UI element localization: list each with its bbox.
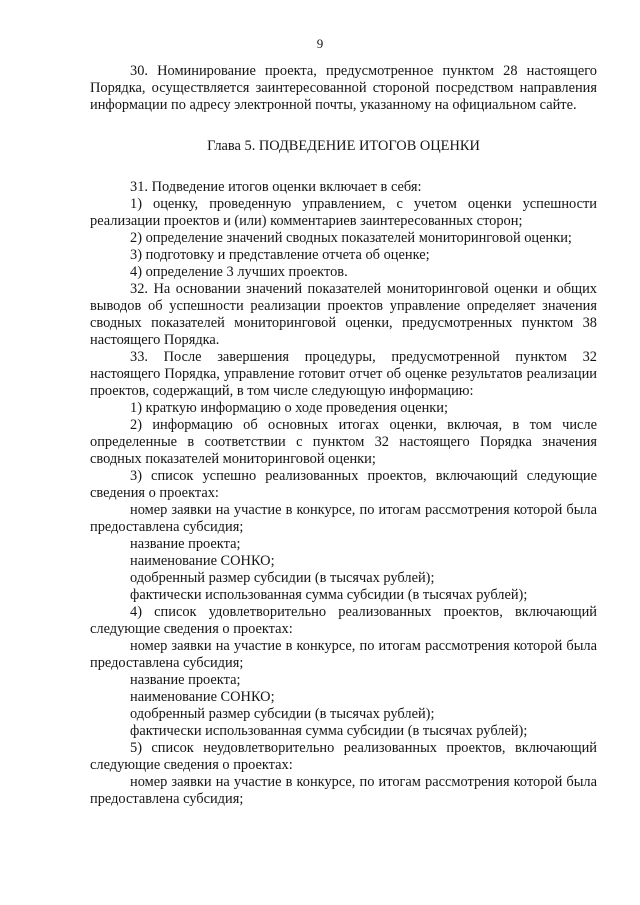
paragraph: 1) оценку, проведенную управлением, с учетом оценки успешности реализации проектов и (или) комментариев заинтересованных сторон; xyxy=(90,196,597,229)
paragraph: 1) краткую информацию о ходе проведения оценки; xyxy=(130,400,448,416)
paragraph: 2) определение значений сводных показателей мониторинговой оценки; xyxy=(130,230,572,246)
page-number: 9 xyxy=(316,36,324,51)
paragraph: 2) информацию об основных итогах оценки, включая, в том числе определенные в соответствии с пунктом 32 настоящего Порядка значения сводных показателей мониторинговой оценки; xyxy=(90,417,597,467)
paragraph: 3) подготовку и представление отчета об оценке; xyxy=(130,247,430,263)
paragraph: фактически использованная сумма субсидии (в тысячах рублей); xyxy=(130,587,528,603)
paragraph: наименование СОНКО; xyxy=(130,553,275,569)
paragraph: фактически использованная сумма субсидии (в тысячах рублей); xyxy=(130,723,528,739)
paragraph: одобренный размер субсидии (в тысячах рублей); xyxy=(130,570,435,586)
paragraph: 4) определение 3 лучших проектов. xyxy=(130,264,348,280)
paragraph: 33. После завершения процедуры, предусмотренной пунктом 32 настоящего Порядка, управление готовит отчет об оценке результатов реализации проектов, содержащий, в том числе следующую информацию: xyxy=(90,349,597,399)
paragraph: 5) список неудовлетворительно реализованных проектов, включающий следующие сведения о проектах: xyxy=(90,740,597,773)
paragraph: название проекта; xyxy=(130,536,241,552)
paragraph: 31. Подведение итогов оценки включает в себя: xyxy=(130,179,422,195)
paragraph: наименование СОНКО; xyxy=(130,689,275,705)
paragraph: название проекта; xyxy=(130,672,241,688)
chapter-paragraphs xyxy=(90,179,597,808)
intro-paragraph: 30. Номинирование проекта, предусмотренное пунктом 28 настоящего Порядка, осуществляется заинтересованной стороной посредством направления информации по адресу электронной почты, указанному на официальном сайте. xyxy=(90,63,597,113)
paragraph: 32. На основании значений показателей мониторинговой оценки и общих выводов об успешности реализации проектов управление определяет значения сводных показателей мониторинговой оценки, предусмотренных пунктом 38 настоящего Порядка. xyxy=(90,281,597,348)
document-body xyxy=(90,63,597,808)
paragraph: одобренный размер субсидии (в тысячах рублей); xyxy=(130,706,435,722)
paragraph: 4) список удовлетворительно реализованных проектов, включающий следующие сведения о проектах: xyxy=(90,604,597,637)
chapter-title: Глава 5. ПОДВЕДЕНИЕ ИТОГОВ ОЦЕНКИ xyxy=(207,138,480,154)
paragraph: номер заявки на участие в конкурсе, по итогам рассмотрения которой была предоставлена субсидия; xyxy=(90,638,597,671)
paragraph: номер заявки на участие в конкурсе, по итогам рассмотрения которой была предоставлена субсидия; xyxy=(90,502,597,535)
paragraph: номер заявки на участие в конкурсе, по итогам рассмотрения которой была предоставлена субсидия; xyxy=(90,774,597,807)
paragraph: 3) список успешно реализованных проектов, включающий следующие сведения о проектах: xyxy=(90,468,597,501)
